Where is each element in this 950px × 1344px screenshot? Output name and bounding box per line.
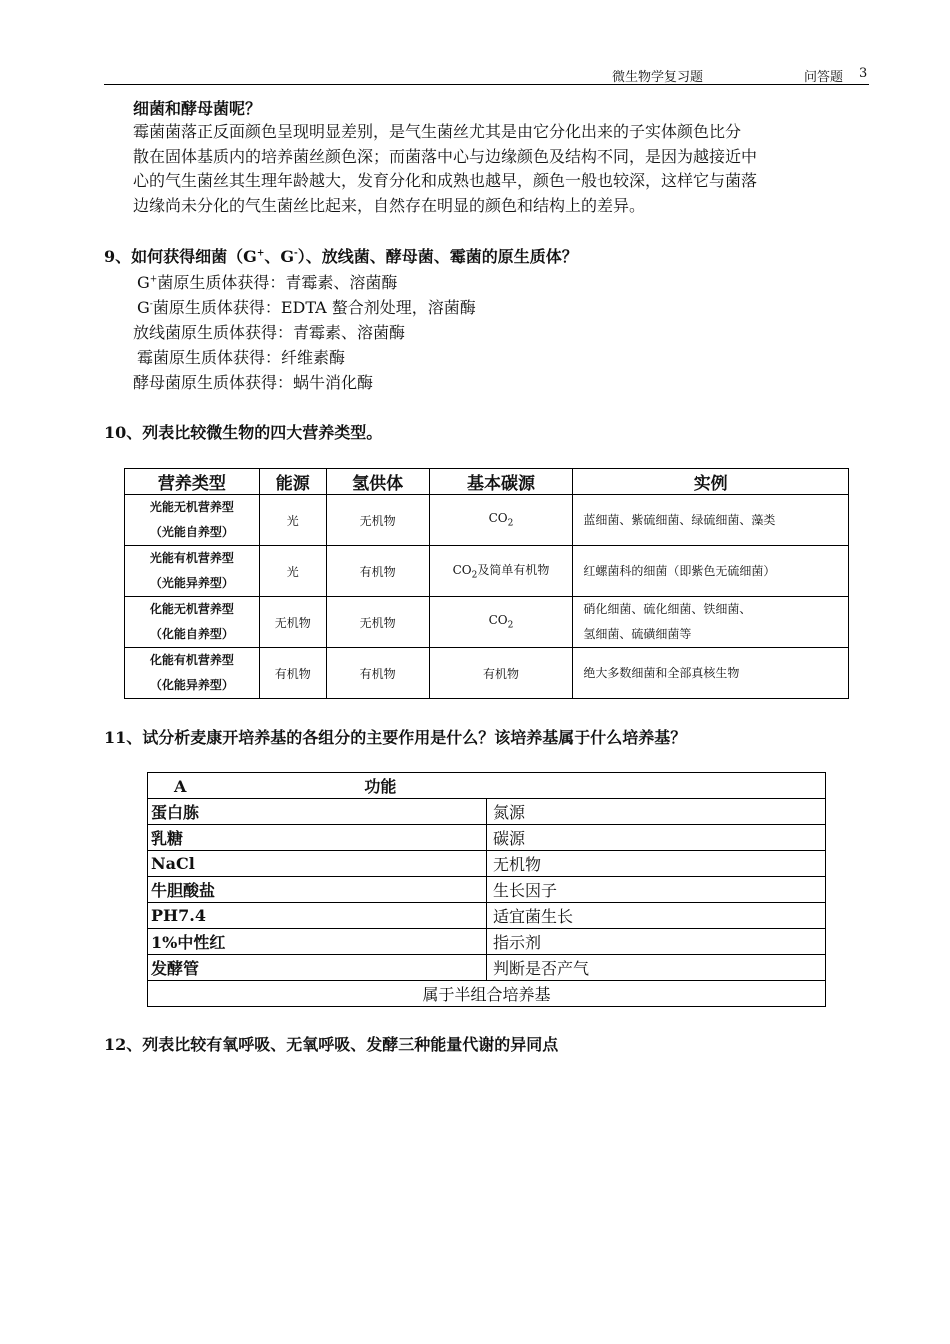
energy-cell: 光 (259, 495, 326, 546)
carbon-source-cell: $CO_2$及简单有机物 (429, 546, 573, 597)
table-header-cell: A 功能 (148, 773, 826, 799)
energy-cell: 光 (259, 546, 326, 597)
column-header: 营养类型 (125, 469, 260, 495)
nutrition-type-cell: 化能无机营养型 （化能自养型） (125, 597, 260, 648)
table-row (148, 799, 826, 825)
table-header-row (148, 773, 826, 799)
answer-line: 心的气生菌丝其生理年龄越大，发育分化和成熟也越早，颜色一般也较深，这样它与菌落 (133, 171, 758, 190)
page-header (104, 64, 869, 85)
example-cell: 蓝细菌、紫硫细菌、绿硫细菌、藻类 (573, 495, 849, 546)
table-footer-row (148, 981, 826, 1007)
nutrition-types-table (124, 468, 849, 699)
column-header: 实例 (573, 469, 849, 495)
table-row (148, 929, 826, 955)
header-section: 问答题 (804, 70, 844, 85)
table-row (125, 495, 849, 546)
medium-classification-cell: 属于半组合培养基 (148, 981, 826, 1007)
table-row (125, 648, 849, 699)
energy-cell: 有机物 (259, 648, 326, 699)
component-cell: 发酵管 (148, 955, 487, 981)
question-12-title: 12、列表比较有氧呼吸、无氧呼吸、发酵三种能量代谢的异同点 (104, 1035, 559, 1054)
q9-answer-actinomycetes: 放线菌原生质体获得：青霉素、溶菌酶 (133, 323, 406, 342)
component-cell: NaCl (148, 851, 487, 877)
example-cell: 绝大多数细菌和全部真核生物 (573, 648, 849, 699)
header-page-number: 3 (859, 66, 868, 81)
function-cell: 判断是否产气 (487, 955, 826, 981)
component-cell: 牛胆酸盐 (148, 877, 487, 903)
question-11-title: 11、试分析麦康开培养基的各组分的主要作用是什么？该培养基属于什么培养基？ (104, 728, 687, 747)
function-cell: 无机物 (487, 851, 826, 877)
question-9-title: 9、如何获得细菌（G+、G-）、放线菌、酵母菌、霉菌的原生质体？ (104, 247, 578, 266)
question-10-title: 10、列表比较微生物的四大营养类型。 (104, 423, 383, 442)
carbon-source-cell: $CO_2$ (429, 597, 573, 648)
table-row (148, 851, 826, 877)
table-header-row (125, 469, 849, 495)
function-cell: 适宜菌生长 (487, 903, 826, 929)
nutrition-type-cell: 光能有机营养型 （光能异养型） (125, 546, 260, 597)
q9-answer-yeast: 酵母菌原生质体获得：蜗牛消化酶 (133, 373, 374, 392)
table-row (148, 825, 826, 851)
function-cell: 指示剂 (487, 929, 826, 955)
carbon-source-cell: $CO_2$ (429, 495, 573, 546)
example-cell: 红螺菌科的细菌（即紫色无硫细菌） (573, 546, 849, 597)
header-subject: 微生物学复习题 (612, 70, 704, 85)
macconkey-medium-table (147, 772, 826, 1007)
continued-question-title: 细菌和酵母菌呢？ (133, 99, 262, 118)
q9-answer-gram-positive: G+菌原生质体获得：青霉素、溶菌酶 (137, 273, 398, 292)
component-cell: PH7.4 (148, 903, 487, 929)
answer-line: 边缘尚未分化的气生菌丝比起来，自然存在明显的颜色和结构上的差异。 (133, 195, 646, 215)
table-row (125, 597, 849, 648)
table-row (125, 546, 849, 597)
component-cell: 乳糖 (148, 825, 487, 851)
hydrogen-donor-cell: 有机物 (326, 546, 429, 597)
hydrogen-donor-cell: 无机物 (326, 495, 429, 546)
carbon-source-cell: 有机物 (429, 648, 573, 699)
table-row (148, 903, 826, 929)
component-cell: 1%中性红 (148, 929, 487, 955)
example-cell: 硝化细菌、硫化细菌、铁细菌、 氢细菌、硫磺细菌等 (573, 597, 849, 648)
component-cell: 蛋白胨 (148, 799, 487, 825)
function-cell: 生长因子 (487, 877, 826, 903)
column-header: 能源 (259, 469, 326, 495)
nutrition-type-cell: 光能无机营养型 （光能自养型） (125, 495, 260, 546)
function-cell: 碳源 (487, 825, 826, 851)
hydrogen-donor-cell: 无机物 (326, 597, 429, 648)
energy-cell: 无机物 (259, 597, 326, 648)
table-row (148, 877, 826, 903)
answer-line: 散在固体基质内的培养菌丝颜色深；而菌落中心与边缘颜色及结构不同，是因为越接近中 (133, 146, 758, 166)
column-header: 氢供体 (326, 469, 429, 495)
table-row (148, 955, 826, 981)
answer-line: 霉菌菌落正反面颜色呈现明显差别，是气生菌丝尤其是由它分化出来的子实体颜色比分 (133, 122, 742, 141)
function-cell: 氮源 (487, 799, 826, 825)
nutrition-type-cell: 化能有机营养型 （化能异养型） (125, 648, 260, 699)
continued-answer-paragraph (133, 120, 871, 218)
q9-answer-gram-negative: G-菌原生质体获得：EDTA 螯合剂处理，溶菌酶 (137, 298, 476, 317)
column-header: 基本碳源 (429, 469, 573, 495)
q9-answer-mold: 霉菌原生质体获得：纤维素酶 (137, 348, 346, 367)
hydrogen-donor-cell: 有机物 (326, 648, 429, 699)
